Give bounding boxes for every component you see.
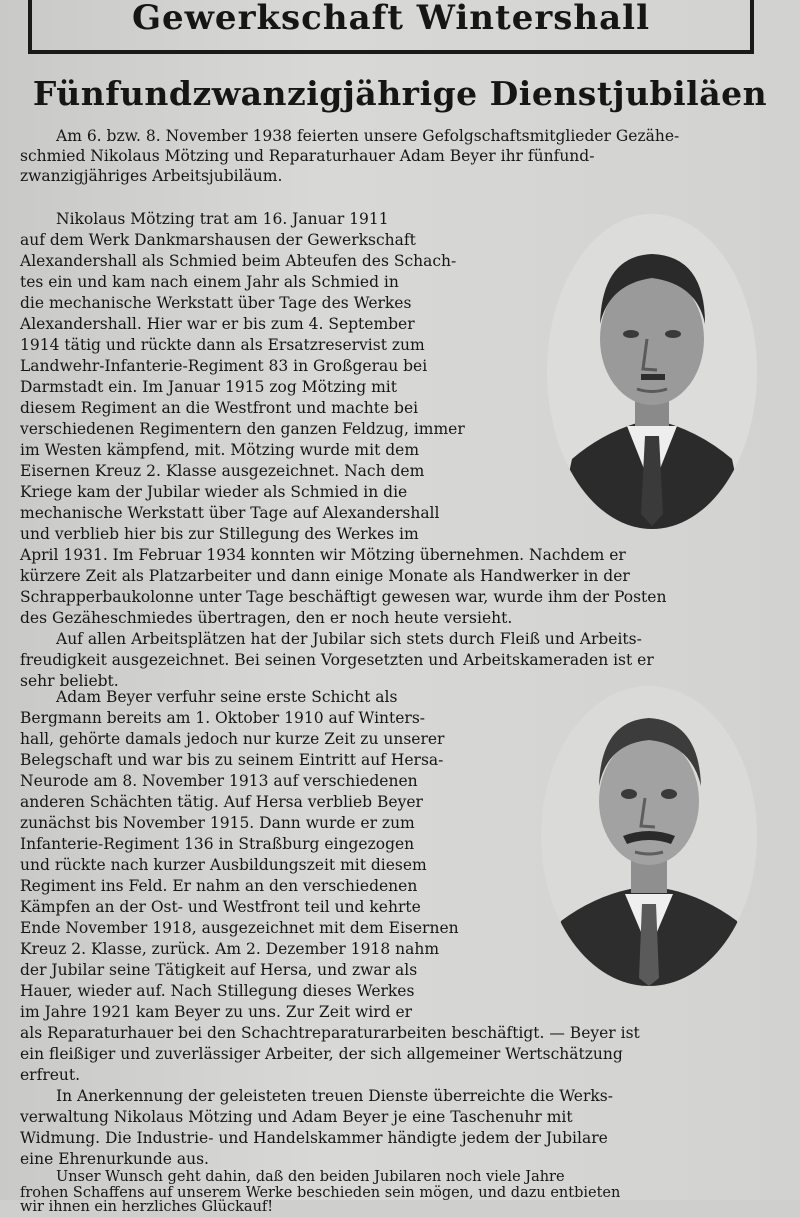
paragraph-line: zunächst bis November 1915. Dann wurde er zum (20, 814, 415, 832)
paragraph-line: Widmung. Die Industrie- und Handelskammer händigte jedem der Jubilare (20, 1129, 608, 1147)
paragraph-line: Unser Wunsch geht dahin, daß den beiden Jubilaren noch viele Jahre (56, 1169, 565, 1185)
paragraph-line: verschiedenen Regimentern den ganzen Feldzug, immer (20, 420, 465, 438)
paragraph-line: diesem Regiment an die Westfront und machte bei (20, 399, 419, 417)
paragraph-line: wir ihnen ein herzliches Glückauf! (20, 1199, 274, 1215)
intro-line: schmied Nikolaus Mötzing und Reparaturhauer Adam Beyer ihr fünfund- (20, 147, 595, 165)
paragraph-line: In Anerkennung der geleisteten treuen Dienste überreichte die Werks- (56, 1087, 613, 1105)
paragraph-line: der Jubilar seine Tätigkeit auf Hersa, und zwar als (20, 961, 418, 979)
paragraph-line: als Reparaturhauer bei den Schachtreparaturarbeiten beschäftigt. — Beyer ist (20, 1024, 640, 1042)
paragraph-line: Adam Beyer verfuhr seine erste Schicht als (56, 688, 398, 706)
paragraph-line: Regiment ins Feld. Er nahm an den verschiedenen (20, 877, 418, 895)
paragraph-line: erfreut. (20, 1066, 81, 1084)
paragraph-line: Ende November 1918, ausgezeichnet mit dem Eisernen (20, 919, 459, 937)
paragraph-line: April 1931. Im Februar 1934 konnten wir Mötzing übernehmen. Nachdem er (20, 546, 626, 564)
paragraph-line: und rückte nach kurzer Ausbildungszeit mit diesem (20, 856, 427, 874)
paragraph-line: Nikolaus Mötzing trat am 16. Januar 1911 (56, 210, 389, 228)
paragraph-line: Schrapperbaukolonne unter Tage beschäftigt gewesen war, wurde ihm der Posten (20, 588, 667, 606)
paragraph-line: im Westen kämpfend, mit. Mötzing wurde mit dem (20, 441, 420, 459)
paragraph-line: sehr beliebt. (20, 672, 119, 690)
paragraph-line: Infanterie-Regiment 136 in Straßburg eingezogen (20, 835, 415, 853)
paragraph-line: und verblieb hier bis zur Stillegung des Werkes im (20, 525, 419, 543)
paragraph-line: Auf allen Arbeitsplätzen hat der Jubilar sich stets durch Fleiß und Arbeits- (56, 630, 642, 648)
paragraph-line: anderen Schächten tätig. Auf Hersa verblieb Beyer (20, 793, 423, 811)
paragraph-line: die mechanische Werkstatt über Tage des Werkes (20, 294, 412, 312)
paragraph-line: verwaltung Nikolaus Mötzing und Adam Beyer je eine Taschenuhr mit (20, 1108, 573, 1126)
portrait-photo-beyer (541, 686, 757, 986)
portrait-photo-moetzing (547, 214, 757, 529)
paragraph-line: hall, gehörte damals jedoch nur kurze Zeit zu unserer (20, 730, 445, 748)
paragraph-line: Eisernen Kreuz 2. Klasse ausgezeichnet. Nach dem (20, 462, 425, 480)
paragraph-line: Kreuz 2. Klasse, zurück. Am 2. Dezember 1918 nahm (20, 940, 440, 958)
paragraph-line: Darmstadt ein. Im Januar 1915 zog Mötzing mit (20, 378, 397, 396)
masthead (28, 0, 754, 54)
paragraph-line: Kriege kam der Jubilar wieder als Schmied in die (20, 483, 408, 501)
paragraph-line: tes ein und kam nach einem Jahr als Schmied in (20, 273, 399, 291)
paragraph-line: Alexandershall. Hier war er bis zum 4. September (20, 315, 415, 333)
paragraph-line: mechanische Werkstatt über Tage auf Alexandershall (20, 504, 440, 522)
paragraph-line: 1914 tätig und rückte dann als Ersatzreservist zum (20, 336, 425, 354)
paragraph-line: Alexandershall als Schmied beim Abteufen des Schach- (20, 252, 457, 270)
paragraph-line: Belegschaft und war bis zu seinem Eintritt auf Hersa- (20, 751, 444, 769)
masthead-title: Gewerkschaft Wintershall (132, 0, 650, 38)
paragraph-line: eine Ehrenurkunde aus. (20, 1150, 209, 1168)
paragraph-line: freudigkeit ausgezeichnet. Bei seinen Vorgesetzten und Arbeitskameraden ist er (20, 651, 654, 669)
article-title: Fünfundzwanzigjährige Dienstjubiläen (32, 74, 768, 113)
paragraph-line: Neurode am 8. November 1913 auf verschiedenen (20, 772, 418, 790)
paragraph-line: kürzere Zeit als Platzarbeiter und dann einige Monate als Handwerker in der (20, 567, 630, 585)
paragraph-line: Bergmann bereits am 1. Oktober 1910 auf Winters- (20, 709, 426, 727)
paragraph-line: Landwehr-Infanterie-Regiment 83 in Großgerau bei (20, 357, 428, 375)
paragraph-line: auf dem Werk Dankmarshausen der Gewerkschaft (20, 231, 416, 249)
paragraph-line: Kämpfen an der Ost- und Westfront teil und kehrte (20, 898, 421, 916)
paragraph-line: frohen Schaffens auf unserem Werke beschieden sein mögen, und dazu entbieten (20, 1185, 621, 1201)
paragraph-line: im Jahre 1921 kam Beyer zu uns. Zur Zeit wird er (20, 1003, 413, 1021)
intro-line: zwanzigjähriges Arbeitsjubiläum. (20, 167, 283, 185)
paragraph-line: des Gezäheschmiedes übertragen, den er noch heute versieht. (20, 609, 513, 627)
paragraph-line: ein fleißiger und zuverlässiger Arbeiter, der sich allgemeiner Wertschätzung (20, 1045, 623, 1063)
intro-line: Am 6. bzw. 8. November 1938 feierten unsere Gefolgschaftsmitglieder Gezähe- (56, 127, 680, 145)
paragraph-line: Hauer, wieder auf. Nach Stillegung dieses Werkes (20, 982, 415, 1000)
